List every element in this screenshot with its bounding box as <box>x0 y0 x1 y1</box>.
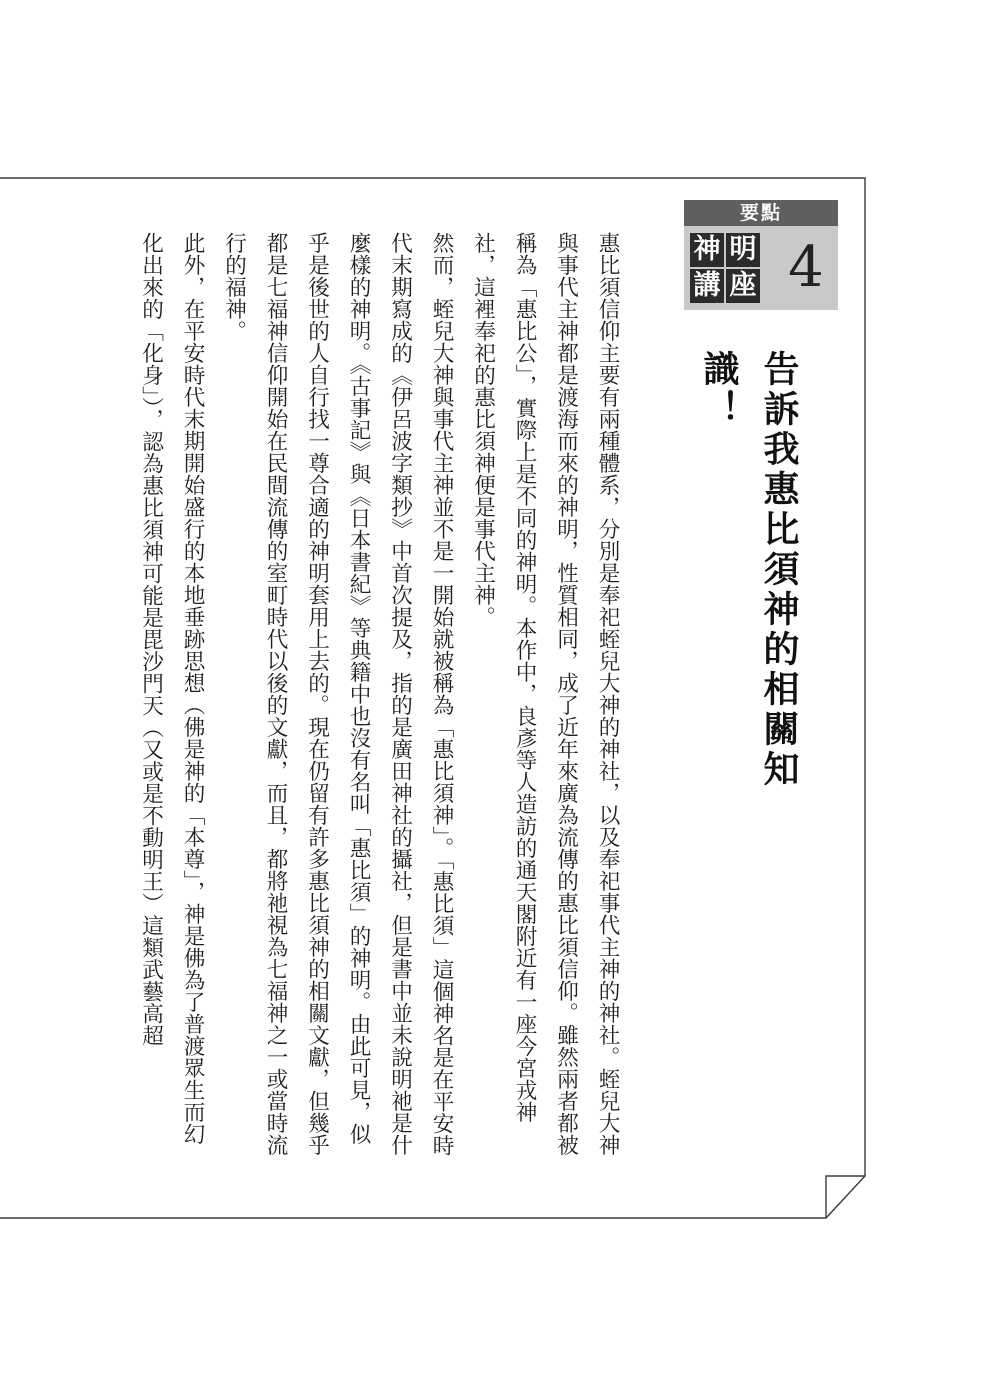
page-title: 告訴我惠比須神的相關知識！ <box>698 350 799 790</box>
paragraph: 然而，蛭兒大神與事代主神並不是一開始就被稱為「惠比須神」。「惠比須」這個神名是在平安時代末期寫成的《伊呂波字類抄》中首次提及，指的是廣田神社的攝社，但是書中並未說明祂是什麼樣的神明。《古事記》與《日本書紀》等典籍中也沒有名叫「惠比須」的神明。由此可見，似乎是後世的人自行找一尊合適的神明套用上去的。現在仍留有許多惠比須神的相關文獻，但幾乎都是七福神信仰開始在民間流傳的室町時代以後的文獻，而且，都將祂視為七福神之一或當時流行的福神。 <box>221 232 454 1157</box>
body-text <box>128 232 628 1162</box>
badge-char-zuo: 座 <box>726 269 760 303</box>
section-badge <box>684 226 838 310</box>
badge-char-shen: 神 <box>690 233 724 267</box>
paragraph: 此外，在平安時代末期開始盛行的本地垂跡思想（佛是神的「本尊」，神是佛為了普渡眾生而幻化出來的「化身」），認為惠比須神可能是毘沙門天（又或是不動明王）這類武藝高超 <box>138 232 205 1146</box>
section-number: 4 <box>788 235 824 300</box>
badge-char-ming: 明 <box>726 233 760 267</box>
section-label: 要點 <box>684 200 838 226</box>
badge-char-jiang: 講 <box>690 269 724 303</box>
paragraph: 惠比須信仰主要有兩種體系，分別是奉祀蛭兒大神的神社，以及奉祀事代主神的神社。蛭兒大神與事代主神都是渡海而來的神明，性質相同，成了近年來廣為流傳的惠比須信仰。雖然兩者都被稱為「惠比公」，實際上是不同的神明。本作中，良彥等人造訪的通天閣附近有一座今宮戎神社，這裡奉祀的惠比須神便是事代主神。 <box>470 232 620 1156</box>
